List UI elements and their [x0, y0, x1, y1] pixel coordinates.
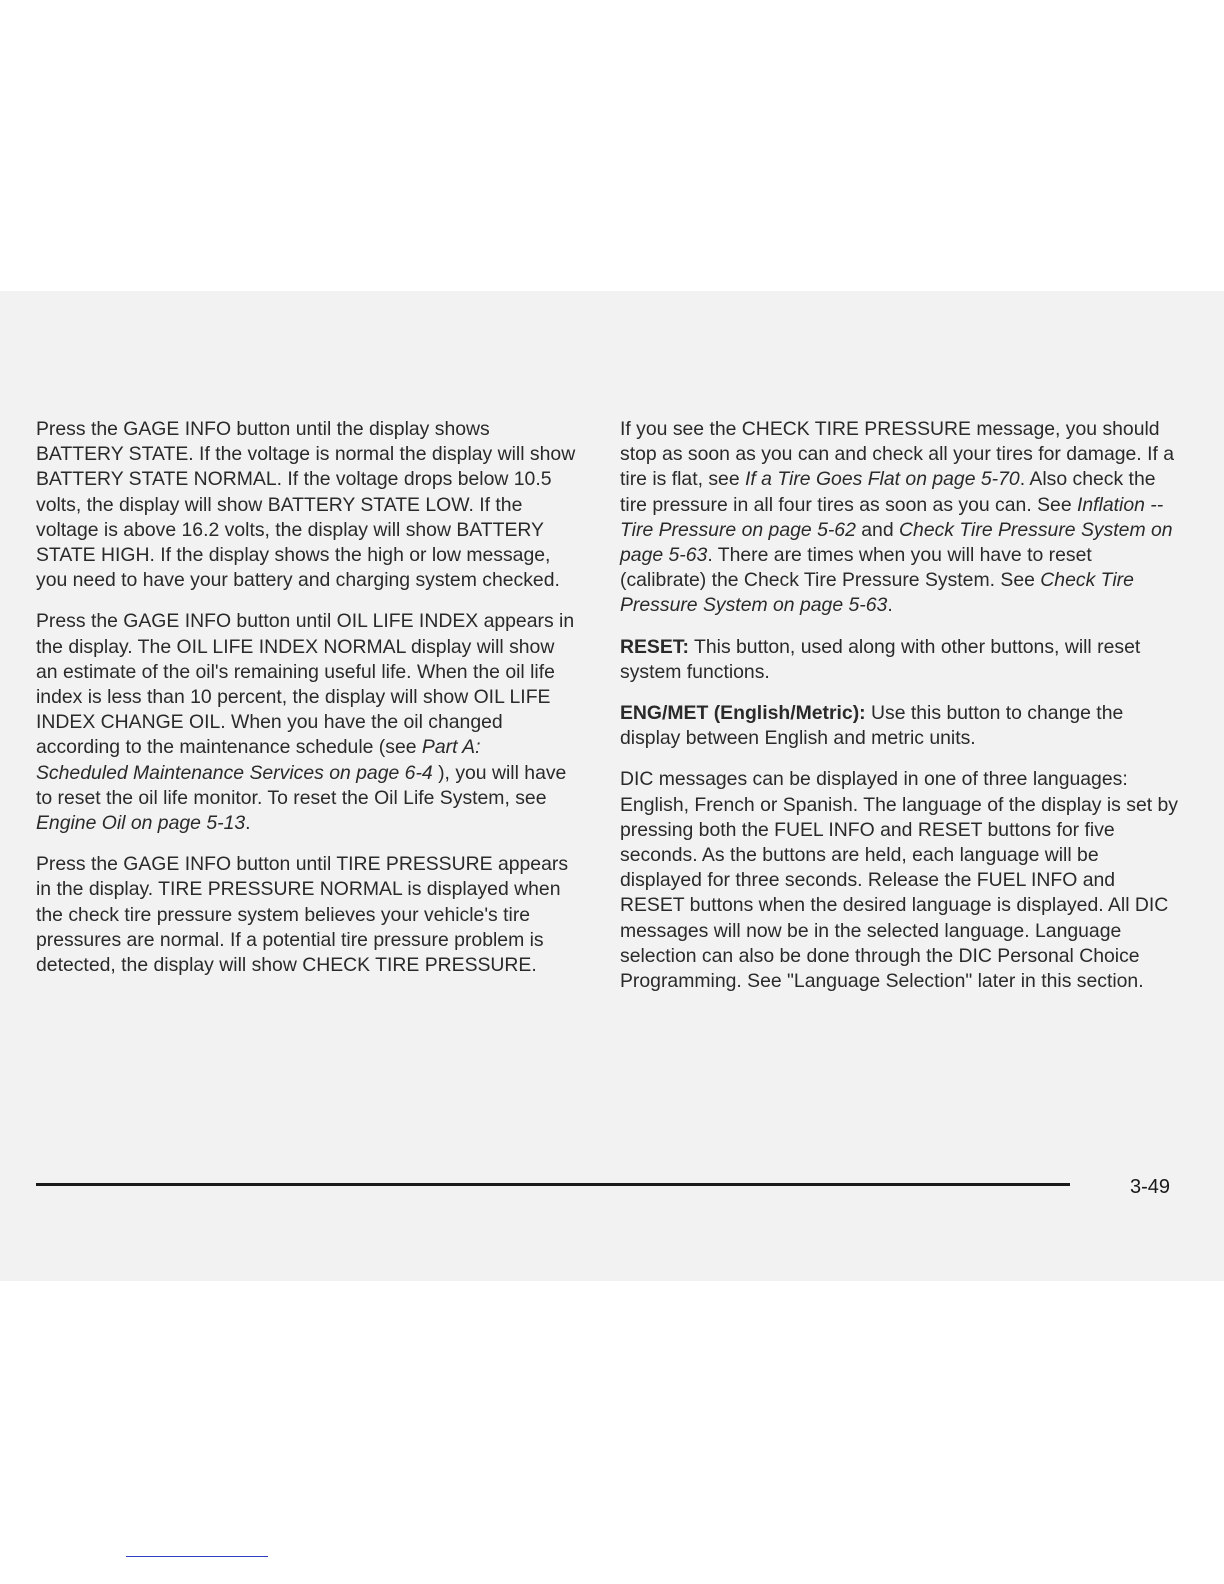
reset-term: RESET: [620, 635, 689, 658]
check-tire-text-d: . There are times when you will have to reset (calibrate) the Check Tire Pressure System. See [620, 544, 1092, 592]
eng-met-description: Use this button to change the display between English and metric units. [620, 702, 1124, 750]
tire-flat-reference: If a Tire Goes Flat on page 5-70 [745, 468, 1020, 491]
oil-life-text-c: . [245, 812, 251, 835]
oil-life-text-a: Press the GAGE INFO button until OIL LIFE INDEX appears in the display. The OIL LIFE INDEX NORMAL display will show an estimate of the oil's remaining useful life. When the oil life index is less than 10 percent, the display will show OIL LIFE INDEX CHANGE OIL. When you have the oil changed according to the maintenance schedule (see [36, 610, 575, 759]
check-tire-system-reference: Check Tire Pressure System on page 5-63 [620, 518, 1173, 567]
check-tire-text-b: . Also check the tire pressure in all four tires as soon as you can. See [620, 468, 1156, 516]
check-tire-text-a: If you see the CHECK TIRE PRESSURE message, you should stop as soon as you can and check all your tires for damage. If a tire is flat, see [620, 418, 1175, 491]
left-column [36, 417, 576, 994]
reset-paragraph [620, 635, 1180, 685]
tire-pressure-paragraph: Press the GAGE INFO button until TIRE PRESSURE appears in the display. TIRE PRESSURE NORMAL is displayed when the check tire pressure system believes your vehicle's tire pressures are normal. If a potential tire pressure problem is detected, the display will show CHECK TIRE PRESSURE. [36, 853, 569, 977]
battery-state-paragraph: Press the GAGE INFO button until the display shows BATTERY STATE. If the voltage is normal the display will show BATTERY STATE NORMAL. If the voltage drops below 10.5 volts, the display will show BATTERY STATE LOW. If the voltage is above 16.2 volts, the display will show BATTERY STATE HIGH. If the display shows the high or low message, you need to have your battery and charging system checked. [36, 418, 576, 592]
check-tire-text-c: and [855, 518, 900, 541]
footer-rule [36, 1183, 1070, 1186]
check-tire-system-reference-2: Check Tire Pressure System on page 5-63 [620, 569, 1134, 617]
oil-life-text-b: ), you will have to reset the oil life monitor. To reset the Oil Life System, see [36, 761, 567, 809]
eng-met-paragraph [620, 701, 1180, 751]
check-tire-text-e: . [887, 594, 893, 617]
check-tire-pressure-paragraph [620, 417, 1180, 619]
maintenance-reference: Part A: Scheduled Maintenance Services on page 6-4 [36, 736, 481, 784]
language-paragraph: DIC messages can be displayed in one of three languages: English, French or Spanish. The language of the display is set by pressing both the FUEL INFO and RESET buttons for five seconds. As the buttons are held, each language will be displayed for three seconds. Release the FUEL INFO and RESET buttons when the desired language is displayed. All DIC messages will now be in the selected language. Language selection can also be done through the DIC Personal Choice Programming. See "Language Selection" later in this section. [620, 768, 1178, 993]
eng-met-term: ENG/MET (English/Metric): [620, 702, 866, 725]
engine-oil-reference: Engine Oil on page 5-13 [36, 812, 246, 835]
page-number: 3-49 [1129, 1176, 1170, 1198]
reset-description: This button, used along with other buttons, will reset system functions. [620, 635, 1141, 683]
bottom-underline [126, 1556, 268, 1557]
right-column [620, 417, 1180, 1010]
oil-life-paragraph [36, 609, 576, 836]
inflation-reference: Inflation -- Tire Pressure on page 5-62 [620, 493, 1164, 541]
